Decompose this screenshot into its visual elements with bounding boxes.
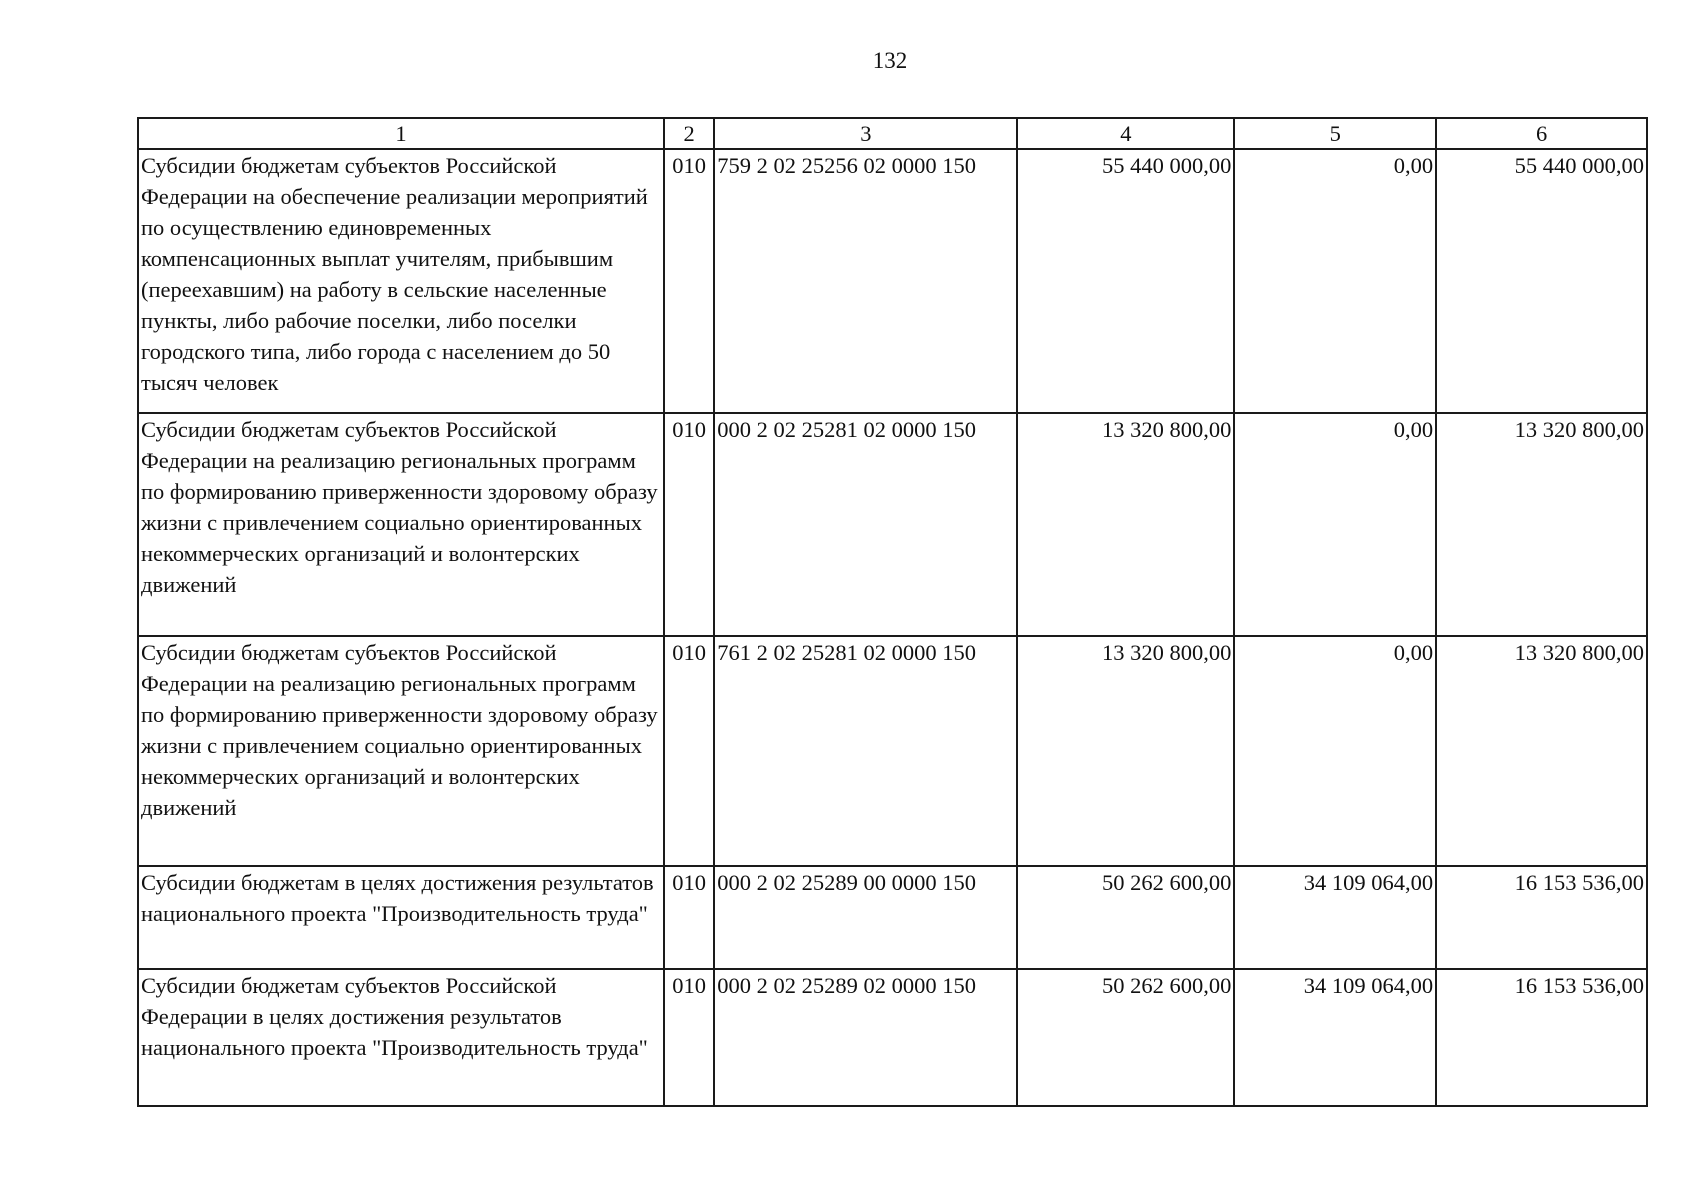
row-admin-code: 010 [664,149,714,413]
row-description: Субсидии бюджетам в целях достижения результатов национального проекта "Производительность труда" [138,866,664,969]
row-amount-col4: 55 440 000,00 [1017,149,1234,413]
row-budget-code: 000 2 02 25289 00 0000 150 [714,866,1017,969]
row-amount-col5: 34 109 064,00 [1234,969,1436,1106]
column-header-2: 2 [664,118,714,149]
row-budget-code: 761 2 02 25281 02 0000 150 [714,636,1017,866]
row-description: Субсидии бюджетам субъектов Российской Федерации на реализацию региональных программ по формированию приверженности здоровому образу жизни с привлечением социально ориентированных некоммерческих организаций и волонтерских движений [138,636,664,866]
row-amount-col6: 13 320 800,00 [1436,413,1647,636]
row-budget-code: 759 2 02 25256 02 0000 150 [714,149,1017,413]
row-amount-col6: 13 320 800,00 [1436,636,1647,866]
table-body [138,149,1647,1106]
row-description: Субсидии бюджетам субъектов Российской Федерации на реализацию региональных программ по формированию приверженности здоровому образу жизни с привлечением социально ориентированных некоммерческих организаций и волонтерских движений [138,413,664,636]
table-row [138,866,1647,969]
row-amount-col6: 16 153 536,00 [1436,969,1647,1106]
row-budget-code: 000 2 02 25289 02 0000 150 [714,969,1017,1106]
table-row [138,413,1647,636]
column-header-1: 1 [138,118,664,149]
column-header-5: 5 [1234,118,1436,149]
table-header [138,118,1647,149]
table-row [138,149,1647,413]
column-header-4: 4 [1017,118,1234,149]
row-budget-code: 000 2 02 25281 02 0000 150 [714,413,1017,636]
row-admin-code: 010 [664,866,714,969]
row-amount-col4: 50 262 600,00 [1017,969,1234,1106]
page-number: 132 [872,48,908,73]
row-admin-code: 010 [664,636,714,866]
budget-table [137,117,1648,1107]
row-amount-col5: 34 109 064,00 [1234,866,1436,969]
row-description: Субсидии бюджетам субъектов Российской Федерации в целях достижения результатов национального проекта "Производительность труда" [138,969,664,1106]
row-amount-col6: 16 153 536,00 [1436,866,1647,969]
row-amount-col4: 13 320 800,00 [1017,636,1234,866]
row-amount-col5: 0,00 [1234,413,1436,636]
row-amount-col4: 13 320 800,00 [1017,413,1234,636]
row-amount-col6: 55 440 000,00 [1436,149,1647,413]
row-amount-col4: 50 262 600,00 [1017,866,1234,969]
table-row [138,636,1647,866]
column-header-6: 6 [1436,118,1647,149]
header-row [138,118,1647,149]
row-admin-code: 010 [664,969,714,1106]
row-amount-col5: 0,00 [1234,636,1436,866]
row-admin-code: 010 [664,413,714,636]
row-description: Субсидии бюджетам субъектов Российской Федерации на обеспечение реализации мероприятий по осуществлению единовременных компенсационных выплат учителям, прибывшим (переехавшим) на работу в сельские населенные пункты, либо рабочие поселки, либо поселки городского типа, либо города с населением до 50 тысяч человек [138,149,664,413]
row-amount-col5: 0,00 [1234,149,1436,413]
table-row [138,969,1647,1106]
column-header-3: 3 [714,118,1017,149]
